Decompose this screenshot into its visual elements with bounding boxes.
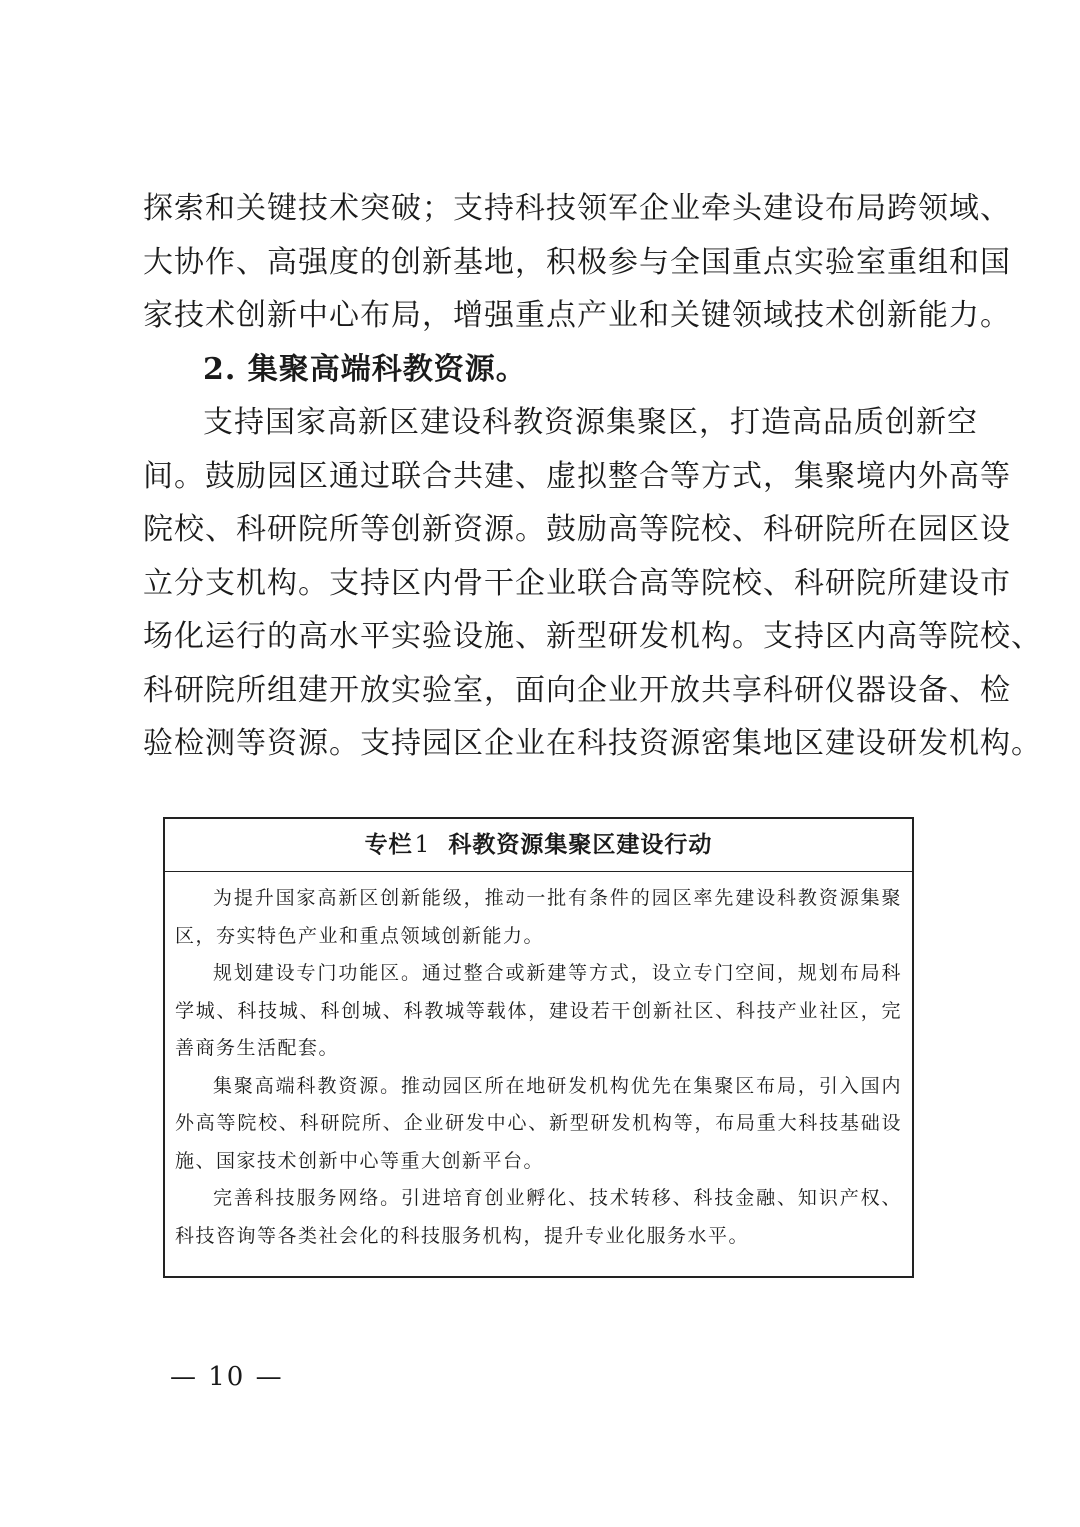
body-line: 家技术创新中心布局，增强重点产业和关键领域技术创新能力。 [143, 298, 1011, 333]
box-line: 科技咨询等各类社会化的科技服务机构，提升专业化服务水平。 [175, 1224, 750, 1247]
box-line: 善商务生活配套。 [175, 1037, 340, 1059]
section-heading: 2. 集聚高端科教资源。 [203, 351, 527, 387]
box-title [165, 819, 912, 872]
box-line: 外高等院校、科研院所、企业研发中心、新型研发机构等，布局重大科技基础设 [175, 1112, 902, 1134]
body-text [143, 182, 1042, 771]
box-line: 施、国家技术创新中心等重大创新平台。 [175, 1149, 545, 1172]
box-title-number: 1 [414, 832, 431, 858]
column-box [163, 817, 914, 1278]
box-body [165, 872, 912, 1255]
body-line: 间。鼓励园区通过联合共建、虚拟整合等方式，集聚境内外高等 [143, 458, 1011, 494]
box-title-prefix: 专栏 [364, 832, 413, 858]
body-line: 场化运行的高水平实验设施、新型研发机构。支持区内高等院校、 [143, 619, 1042, 654]
box-line: 完善科技服务网络。引进培育创业孵化、技术转移、科技金融、知识产权、 [213, 1187, 902, 1209]
body-line: 立分支机构。支持区内骨干企业联合高等院校、科研院所建设市 [143, 565, 1011, 601]
box-line: 规划建设专门功能区。通过整合或新建等方式，设立专门空间，规划布局科 [213, 962, 902, 984]
box-line: 学城、科技城、科创城、科教城等载体，建设若干创新社区、科技产业社区，完 [175, 999, 902, 1022]
body-line: 验检测等资源。支持园区企业在科技资源密集地区建设研发机构。 [143, 726, 1042, 761]
box-title-text: 科教资源集聚区建设行动 [448, 832, 713, 858]
box-line: 为提升国家高新区创新能级，推动一批有条件的园区率先建设科教资源集聚 [213, 887, 902, 909]
body-line: 大协作、高强度的创新基地，积极参与全国重点实验室重组和国 [143, 244, 1011, 280]
page-number: — 10 — [170, 1362, 284, 1392]
box-line: 区，夯实特色产业和重点领域创新能力。 [175, 924, 545, 947]
body-line: 科研院所组建开放实验室，面向企业开放共享科研仪器设备、检 [143, 672, 1011, 708]
body-line: 支持国家高新区建设科教资源集聚区，打造高品质创新空 [203, 405, 978, 440]
body-line: 探索和关键技术突破；支持科技领军企业牵头建设布局跨领域、 [143, 191, 1011, 226]
box-line: 集聚高端科教资源。推动园区所在地研发机构优先在集聚区布局，引入国内 [213, 1074, 902, 1097]
body-line: 院校、科研院所等创新资源。鼓励高等院校、科研院所在园区设 [143, 512, 1011, 547]
